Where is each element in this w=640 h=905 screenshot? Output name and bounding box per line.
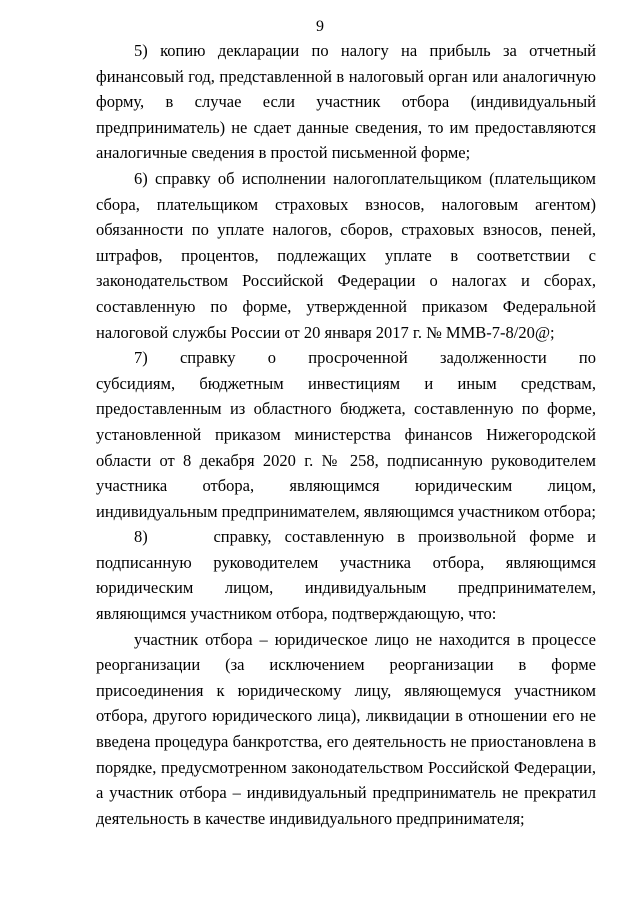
- paragraph-condition: участник отбора – юридическое лицо не находится в процессе реорганизации (за исключением реорганизации в форме присоединения к юридическому лицу, являющемуся участником отбора, другого юридического лица), ликвидации в отношении его не введена процедура банкротства, его деятельность не приостановлена в порядке, предусмотренном законодательством Российской Федерации, а участник отбора – индивидуальный предприниматель не прекратил деятельность в качестве индивидуального предпринимателя;: [96, 629, 596, 828]
- document-body: [96, 38, 617, 831]
- page-number: 9: [316, 18, 324, 35]
- paragraph-item-8: 8) справку, составленную в произвольной форме и подписанную руководителем участника отбора, являющимся юридическим лицом, индивидуальным предпринимателем, являющимся участником отбора, подтверждающую, что:: [96, 527, 601, 624]
- paragraph-item-6: 6) справку об исполнении налогоплательщиком (плательщиком сбора, плательщиком страховых взносов, налоговым агентом) обязанности по уплате налогов, сборов, страховых взносов, пеней, штрафов, процентов, подлежащих уплате в соответствии с законодательством Российской Федерации о налогах и сборах, составленную по форме, утвержденной приказом Федеральной налоговой службы России от 20 января 2017 г. № ММВ-7-8/20@;: [96, 168, 596, 342]
- paragraph-item-7: 7) справку о просроченной задолженности по субсидиям, бюджетным инвестициям и иным средствам, предоставленным из областного бюджета, составленную по форме, установленной приказом министерства финансов Нижегородской области от 8 декабря 2020 г. № 258, подписанную руководителем участника отбора, являющимся юридическим лицом, индивидуальным предпринимателем, являющимся участником отбора;: [96, 348, 617, 521]
- paragraph-item-5: 5) копию декларации по налогу на прибыль за отчетный финансовый год, представленной в налоговый орган или аналогичную форму, в случае если участник отбора (индивидуальный предприниматель) не сдает данные сведения, то им предоставляются аналогичные сведения в простой письменной форме;: [96, 41, 596, 163]
